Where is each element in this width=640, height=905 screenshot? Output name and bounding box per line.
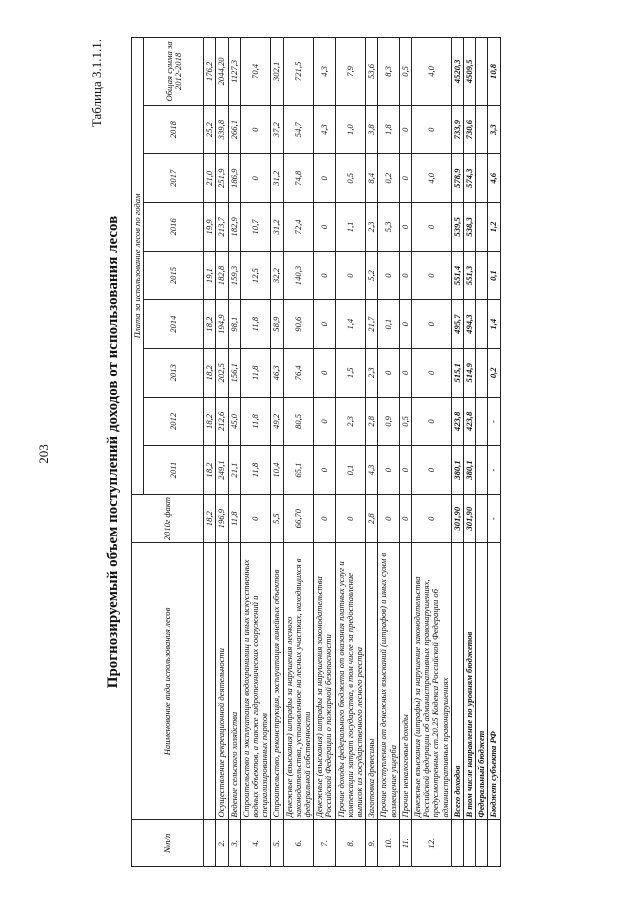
row-value: 25,2	[204, 105, 216, 154]
row-value: 76,4	[283, 348, 314, 397]
row-value: 31,2	[271, 154, 283, 203]
row-value: 0	[378, 251, 399, 300]
rotated-document-sheet	[91, 29, 583, 875]
header-group: Плата за использование лесов по годам	[132, 38, 144, 495]
row-value: -	[488, 446, 500, 495]
header-total: Общая сумма за 2012-2018	[144, 38, 204, 106]
row-value: 0	[240, 105, 271, 154]
row-value: 5,5	[271, 494, 283, 543]
row-value: 0	[335, 494, 366, 543]
row-value: 0	[399, 154, 411, 203]
row-value: 213,7	[216, 203, 228, 252]
row-value: 0,1	[488, 251, 500, 300]
row-value: 0	[399, 446, 411, 495]
row-value: 0,9	[378, 397, 399, 446]
row-value: 495,7	[451, 300, 463, 349]
row-value: 21,0	[204, 154, 216, 203]
row-value: 380,1	[451, 446, 463, 495]
row-name: Бюджет субъекта РФ	[488, 543, 500, 820]
row-value: 4,3	[314, 105, 335, 154]
row-value: 0	[399, 348, 411, 397]
row-value: 11,8	[240, 300, 271, 349]
row-value: 578,9	[451, 154, 463, 203]
row-value	[476, 397, 488, 446]
row-value: 539,5	[451, 203, 463, 252]
row-name: Строительство, реконструкция, эксплуатация линейных объектов	[271, 543, 283, 820]
header-year: 2017	[144, 154, 204, 203]
row-value: 80,5	[283, 397, 314, 446]
header-year: 2016	[144, 203, 204, 252]
row-name: Федеральный бюджет	[476, 543, 488, 820]
row-value: 515,1	[451, 348, 463, 397]
table-row	[240, 38, 271, 867]
row-name: Прочие поступления от денежных взысканий (штрафов) и иных сумм в возмещение ущерба	[378, 543, 399, 820]
table-number: Таблица 3.1.1.1.	[89, 39, 104, 128]
row-number	[204, 820, 216, 867]
row-value: 186,9	[228, 154, 240, 203]
row-value: 18,2	[204, 494, 216, 543]
header-year: 2011	[144, 446, 204, 495]
row-value: 0	[378, 446, 399, 495]
table-row	[283, 38, 314, 867]
table-row	[335, 38, 366, 867]
row-value: 1,1	[335, 203, 366, 252]
table-row	[476, 38, 488, 867]
row-value: 551,4	[451, 251, 463, 300]
row-value: 19,1	[204, 251, 216, 300]
row-value: 1,4	[488, 300, 500, 349]
row-value: 0	[412, 251, 452, 300]
row-name: Всего доходов	[451, 543, 463, 820]
row-value: 1127,3	[228, 38, 240, 106]
row-value: 4,3	[366, 446, 378, 495]
row-value: 2,8	[366, 494, 378, 543]
row-value: 0	[399, 494, 411, 543]
row-value: 21,7	[366, 300, 378, 349]
page-number: 203	[36, 444, 51, 464]
row-value: 182,8	[216, 251, 228, 300]
row-value: 98,1	[228, 300, 240, 349]
row-value: 182,9	[228, 203, 240, 252]
row-value: 0	[412, 397, 452, 446]
row-value: 11,8	[240, 348, 271, 397]
table-row	[204, 38, 216, 867]
row-value: 4,0	[412, 38, 452, 106]
row-value: 0	[412, 203, 452, 252]
row-value: 11,8	[240, 446, 271, 495]
header-year: 2015	[144, 251, 204, 300]
row-value: 10,7	[240, 203, 271, 252]
row-name: Заготовка древесины	[366, 543, 378, 820]
row-name: Осуществление рекреационной деятельности	[216, 543, 228, 820]
header-num: №п/п	[132, 820, 204, 867]
row-value: 18,2	[204, 300, 216, 349]
table-row	[412, 38, 452, 867]
row-value: 2,8	[366, 397, 378, 446]
row-value	[476, 446, 488, 495]
row-value: 45,0	[228, 397, 240, 446]
row-value: 0	[399, 300, 411, 349]
row-value: 574,3	[464, 154, 476, 203]
row-value: 0,2	[488, 348, 500, 397]
row-value: 0,5	[335, 154, 366, 203]
header-name: Наименование вида использования лесов	[132, 543, 204, 820]
header-year: 2012	[144, 397, 204, 446]
row-value: 0	[314, 397, 335, 446]
row-value: 212,6	[216, 397, 228, 446]
row-value: 2,3	[335, 397, 366, 446]
row-number	[476, 820, 488, 867]
row-value: 1,4	[335, 300, 366, 349]
table-title: Прогнозируемый объем поступлений доходов от использования лесов	[105, 215, 121, 689]
row-value: 74,8	[283, 154, 314, 203]
row-value: 0	[335, 251, 366, 300]
row-value: 11,8	[240, 397, 271, 446]
row-value: 0	[378, 494, 399, 543]
row-value: 159,3	[228, 251, 240, 300]
row-value: 249,1	[216, 446, 228, 495]
row-value: 266,1	[228, 105, 240, 154]
row-value: 8,3	[378, 38, 399, 106]
row-value: 5,2	[366, 251, 378, 300]
row-value: 0	[412, 105, 452, 154]
row-value: 0	[314, 446, 335, 495]
header-year: 2018	[144, 105, 204, 154]
row-value: 156,1	[228, 348, 240, 397]
row-name: Денежные взыскания (штрафы) за нарушение законодательства Российской федерации об административных правонарушениях, предусмотренных ст.20.25 Кодекса Российской Федерации об административных правонарушениях	[412, 543, 452, 820]
row-value: 0	[314, 494, 335, 543]
row-value: 4,6	[488, 154, 500, 203]
table-row	[488, 38, 500, 867]
row-number: 7.	[314, 820, 335, 867]
row-value: -	[488, 397, 500, 446]
row-name: Денежные (взыскания) штрафы за нарушения законодательства Российской Федерации о пожарной безопасности	[314, 543, 335, 820]
row-value: 21,1	[228, 446, 240, 495]
table-row	[314, 38, 335, 867]
row-value	[476, 154, 488, 203]
row-value: 18,2	[204, 348, 216, 397]
row-value: 18,2	[204, 446, 216, 495]
row-value: 202,5	[216, 348, 228, 397]
row-value: 11,8	[228, 494, 240, 543]
row-name: В том числе направление по уровням бюджетов	[464, 543, 476, 820]
row-value: 301,90	[464, 494, 476, 543]
row-value: 49,2	[271, 397, 283, 446]
row-value: 538,3	[464, 203, 476, 252]
row-value: 302,1	[271, 38, 283, 106]
row-value: 0	[378, 348, 399, 397]
row-value: 494,3	[464, 300, 476, 349]
row-number: 3.	[228, 820, 240, 867]
row-value: 10,8	[488, 38, 500, 106]
row-value: -	[488, 494, 500, 543]
row-name: Ведение сельского хозяйства	[228, 543, 240, 820]
row-value: 5,3	[378, 203, 399, 252]
row-value: 251,9	[216, 154, 228, 203]
row-value: 18,2	[204, 397, 216, 446]
row-value	[476, 251, 488, 300]
row-value: 1,2	[488, 203, 500, 252]
row-number: 12.	[412, 820, 452, 867]
row-value: 0,5	[399, 397, 411, 446]
row-value	[476, 300, 488, 349]
row-value: 0,5	[399, 38, 411, 106]
row-value: 194,9	[216, 300, 228, 349]
row-name	[204, 543, 216, 820]
row-value: 10,4	[271, 446, 283, 495]
row-value: 7,9	[335, 38, 366, 106]
row-name: Прочие доходы федерального бюджета от оказания платных услуг и компенсации затрат государства, в том числе за предоставление выписок из государственного лесного реестра	[335, 543, 366, 820]
row-value: 0	[399, 105, 411, 154]
row-value: 0	[314, 300, 335, 349]
row-value: 0	[240, 154, 271, 203]
row-name: Прочие неналоговые доходы	[399, 543, 411, 820]
row-number: 4.	[240, 820, 271, 867]
row-number: 11.	[399, 820, 411, 867]
row-value: 72,4	[283, 203, 314, 252]
row-number	[451, 820, 463, 867]
row-value: 66,70	[283, 494, 314, 543]
row-value	[476, 494, 488, 543]
row-value: 721,5	[283, 38, 314, 106]
row-value: 70,4	[240, 38, 271, 106]
row-value: 2,3	[366, 348, 378, 397]
row-value: 2044,20	[216, 38, 228, 106]
row-value: 733,9	[451, 105, 463, 154]
row-value: 1,8	[378, 105, 399, 154]
table-row	[451, 38, 463, 867]
row-value: 0	[314, 251, 335, 300]
row-value: 32,2	[271, 251, 283, 300]
row-value: 4520,3	[451, 38, 463, 106]
table-row	[216, 38, 228, 867]
row-value: 1,5	[335, 348, 366, 397]
row-number: 8.	[335, 820, 366, 867]
header-fact: 2010г факт	[132, 494, 204, 543]
table-row	[464, 38, 476, 867]
row-value	[476, 38, 488, 106]
row-value: 19,9	[204, 203, 216, 252]
header-year: 2014	[144, 300, 204, 349]
row-number: 5.	[271, 820, 283, 867]
row-value: 730,6	[464, 105, 476, 154]
row-value: 12,5	[240, 251, 271, 300]
row-value: 0	[412, 300, 452, 349]
row-value	[476, 203, 488, 252]
row-value: 0	[412, 446, 452, 495]
row-value: 514,9	[464, 348, 476, 397]
row-value	[476, 348, 488, 397]
row-value: 0	[314, 203, 335, 252]
row-value: 4,3	[314, 38, 335, 106]
revenue-table	[131, 37, 501, 867]
row-value: 2,3	[366, 203, 378, 252]
row-value: 0,2	[378, 154, 399, 203]
table-row	[399, 38, 411, 867]
row-value: 551,3	[464, 251, 476, 300]
table-body	[204, 38, 500, 867]
header-year: 2013	[144, 348, 204, 397]
row-value	[476, 105, 488, 154]
row-value: 0	[399, 203, 411, 252]
row-number: 10.	[378, 820, 399, 867]
row-number	[488, 820, 500, 867]
row-value: 0	[314, 348, 335, 397]
row-value: 0	[412, 348, 452, 397]
row-value: 0	[412, 494, 452, 543]
row-value: 8,4	[366, 154, 378, 203]
table-row	[378, 38, 399, 867]
row-value: 176,2	[204, 38, 216, 106]
row-value: 1,0	[335, 105, 366, 154]
row-value: 53,6	[366, 38, 378, 106]
row-value: 301,90	[451, 494, 463, 543]
row-value: 339,8	[216, 105, 228, 154]
row-value: 0	[399, 251, 411, 300]
row-value: 58,9	[271, 300, 283, 349]
row-value: 4,0	[412, 154, 452, 203]
row-name: Денежные (взыскания) штрафы за нарушения лесного законодательства, установленное на лесных участках, находящихся в федеральной собственности	[283, 543, 314, 820]
row-number: 2.	[216, 820, 228, 867]
row-value: 54,7	[283, 105, 314, 154]
row-value: 3,3	[488, 105, 500, 154]
row-value: 0,1	[378, 300, 399, 349]
row-value: 196,9	[216, 494, 228, 543]
row-value: 4509,5	[464, 38, 476, 106]
table-row	[228, 38, 240, 867]
row-value: 90,6	[283, 300, 314, 349]
row-value: 0,1	[335, 446, 366, 495]
row-value: 46,3	[271, 348, 283, 397]
row-value: 0	[314, 154, 335, 203]
row-value: 423,8	[464, 397, 476, 446]
row-value: 423,8	[451, 397, 463, 446]
row-name: Строительство и эксплуатация водохранилищ и иных искусственных водных объектов, а также гидротехнических сооружений и специализированных портов	[240, 543, 271, 820]
row-value: 0	[240, 494, 271, 543]
row-value: 140,3	[283, 251, 314, 300]
row-value: 37,2	[271, 105, 283, 154]
table-row	[271, 38, 283, 867]
row-number	[464, 820, 476, 867]
row-number: 6.	[283, 820, 314, 867]
table-row	[366, 38, 378, 867]
row-number: 9.	[366, 820, 378, 867]
row-value: 3,8	[366, 105, 378, 154]
row-value: 65,1	[283, 446, 314, 495]
row-value: 380,1	[464, 446, 476, 495]
row-value: 31,2	[271, 203, 283, 252]
